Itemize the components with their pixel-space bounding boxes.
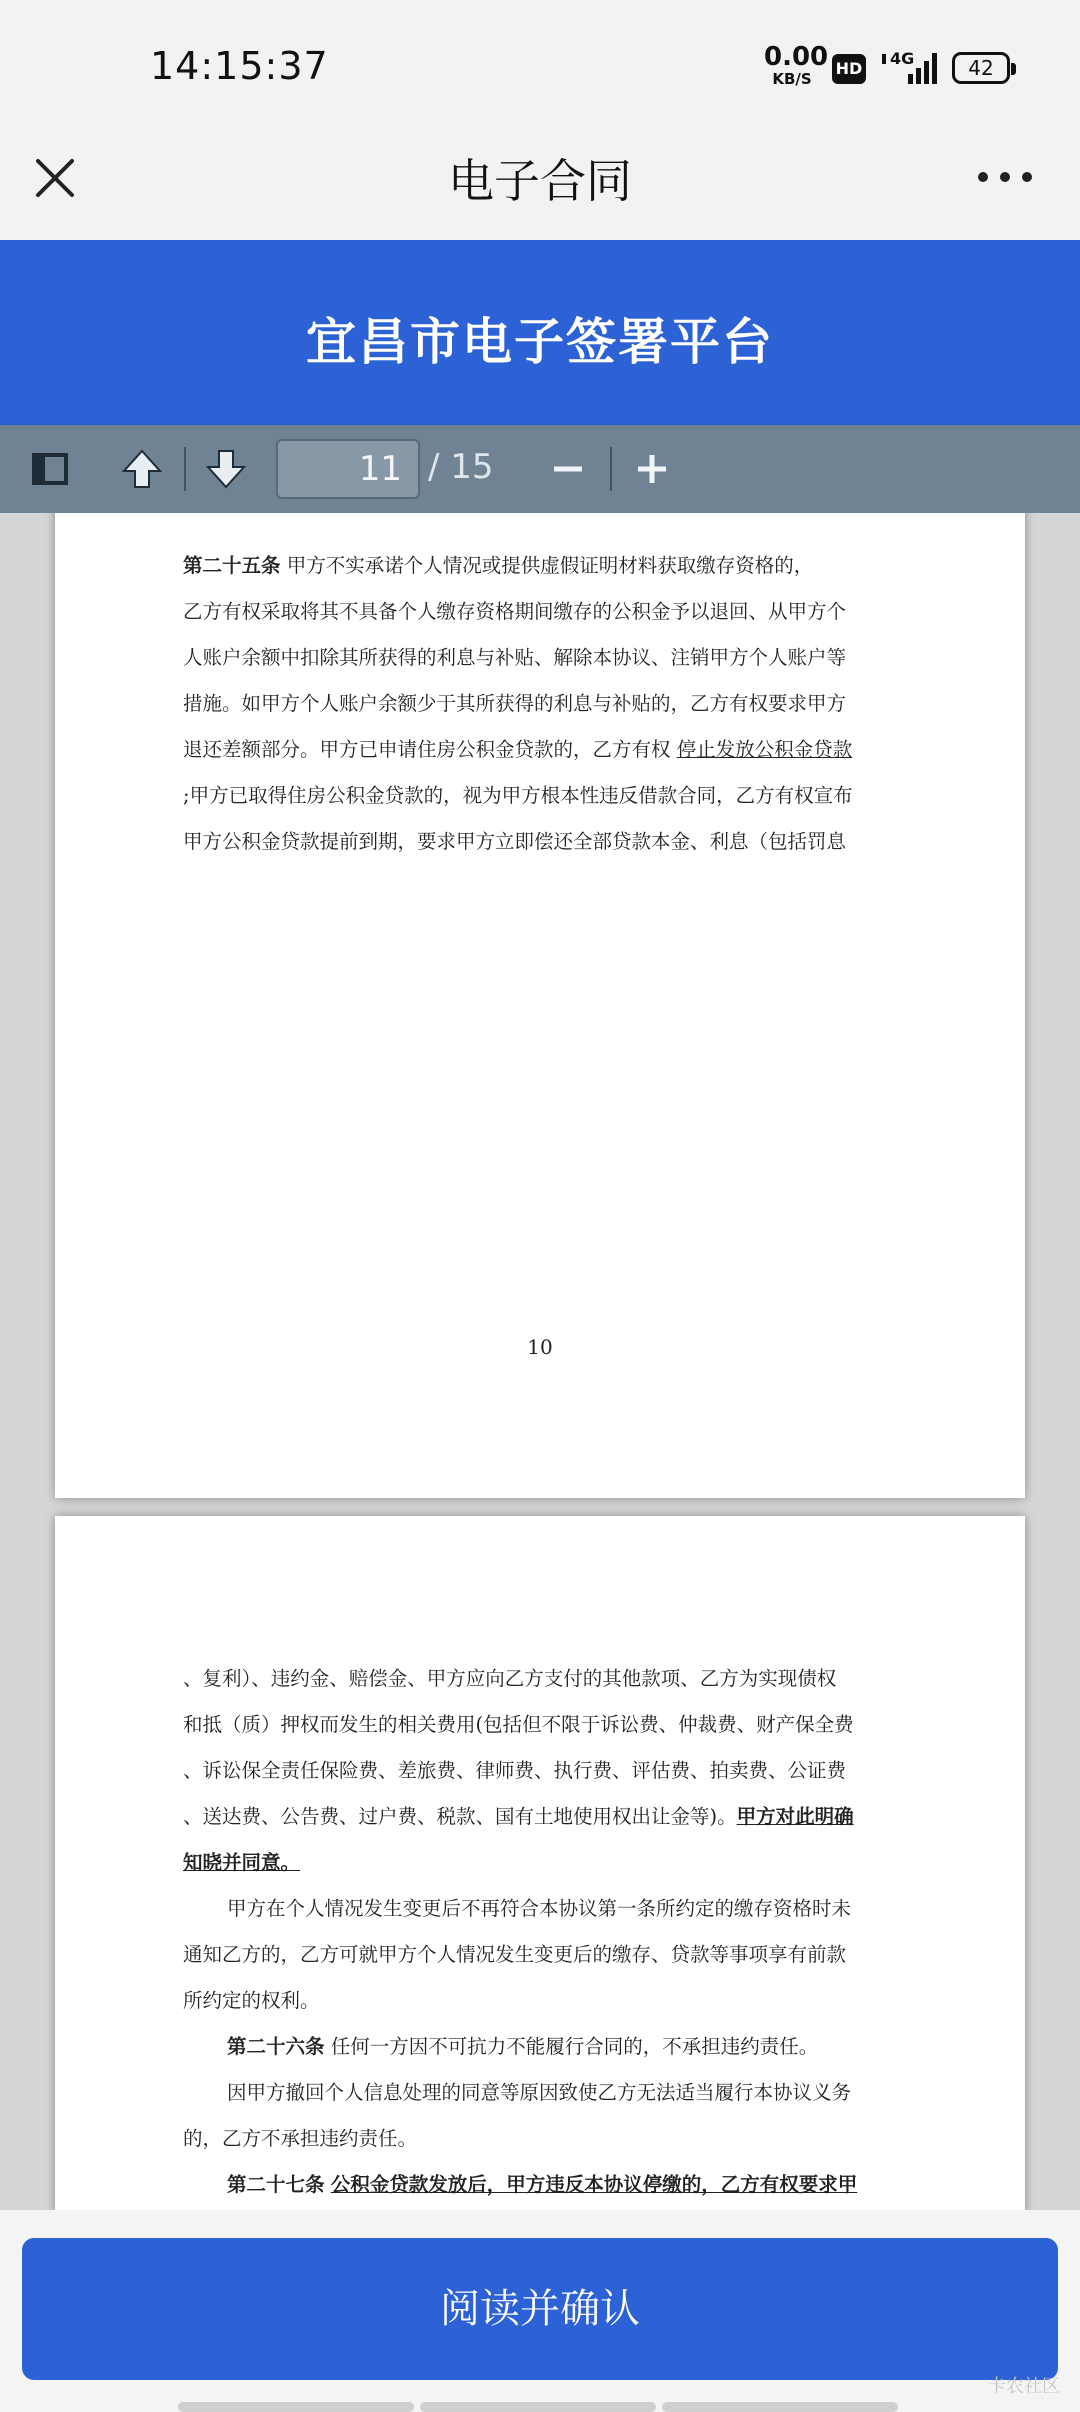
text-run: 、送达费、公告费、过户费、税款、国有土地使用权出让金等)。 [183, 1805, 737, 1828]
text-line [183, 1656, 895, 1702]
status-time: 14:15:37 [150, 44, 329, 88]
text-line [183, 773, 895, 819]
text-run: 任何一方因不可抗力不能履行合同的，不承担违约责任。 [324, 2035, 819, 2058]
network-speed-value: 0.00 [764, 42, 829, 72]
text-run: 、复利）、违约金、赔偿金、甲方应向乙方支付的其他款项、乙方为实现债权 [183, 1667, 837, 1690]
previous-page-icon[interactable] [114, 441, 170, 497]
text-line [183, 1886, 895, 1932]
text-run: 的，乙方不承担违约责任。 [183, 2127, 418, 2150]
text-line [183, 2116, 895, 2162]
underlined-text: 公积金贷款发放后，甲方违反本协议停缴的，乙方有权要求甲 [330, 2173, 858, 2196]
app-header [0, 135, 1080, 240]
zoom-out-icon[interactable] [540, 441, 596, 497]
text-run: 人账户余额中扣除其所获得的利息与补贴、解除本协议、注销甲方个人账户等 [183, 646, 847, 669]
zoom-in-icon[interactable] [624, 441, 680, 497]
pdf-toolbar [0, 425, 1080, 513]
text-line [183, 1978, 895, 2024]
bottom-bar [0, 2210, 1080, 2412]
text-line [183, 1748, 895, 1794]
sidebar-toggle-icon[interactable] [22, 441, 78, 497]
text-line [183, 2162, 895, 2208]
hd-badge: HD [832, 54, 866, 84]
platform-banner [0, 240, 1080, 425]
text-line [183, 727, 895, 773]
network-type-label: 4G [890, 49, 915, 68]
page-text [183, 543, 895, 865]
underlined-text: 停止发放公积金贷款 [676, 738, 853, 761]
platform-title: 宜昌市电子签署平台 [306, 313, 774, 371]
network-speed-unit: KB/S [772, 70, 812, 88]
text-run: 甲方不实承诺个人情况或提供虚假证明材料获取缴存资格的， [280, 554, 814, 577]
page-text [183, 1656, 895, 2210]
text-line [183, 681, 895, 727]
text-line [183, 2024, 895, 2070]
text-line [183, 1794, 895, 1840]
network-speed [764, 42, 829, 88]
underlined-text: 知晓并同意。 [183, 1851, 301, 1874]
page-number-input[interactable]: 11 [276, 439, 420, 499]
text-run: 乙方有权采取将其不具备个人缴存资格期间缴存的公积金予以退回、从甲方个 [183, 600, 847, 623]
text-run: 所约定的权利。 [183, 1989, 320, 2012]
document-page [55, 513, 1025, 1498]
gesture-bar [178, 2402, 414, 2412]
underlined-text: 甲方对此明确 [736, 1805, 854, 1828]
article-heading: 第二十五条 [183, 554, 281, 577]
text-line [183, 1932, 895, 1978]
text-run: 甲方公积金贷款提前到期，要求甲方立即偿还全部贷款本金、利息（包括罚息 [183, 830, 847, 853]
text-run: 甲方在个人情况发生变更后不再符合本协议第一条所约定的缴存资格时未 [227, 1897, 852, 1920]
watermark-text: 卡农社区 [988, 2376, 1060, 2397]
text-line [183, 543, 895, 589]
document-page [55, 1516, 1025, 2210]
text-line [183, 635, 895, 681]
gesture-bar [662, 2402, 898, 2412]
status-bar [0, 0, 1080, 135]
text-line [183, 1702, 895, 1748]
text-line [183, 2070, 895, 2116]
more-icon[interactable] [970, 157, 1040, 197]
text-line [183, 1840, 895, 1886]
article-heading: 第二十七条 [227, 2173, 325, 2196]
text-run: 、诉讼保全责任保险费、差旅费、律师费、执行费、评估费、拍卖费、公证费 [183, 1759, 847, 1782]
text-run: 措施。如甲方个人账户余额少于其所获得的利息与补贴的，乙方有权要求甲方 [183, 692, 847, 715]
text-run: ;甲方已取得住房公积金贷款的，视为甲方根本性违反借款合同，乙方有权宣布 [183, 784, 853, 807]
document-viewer[interactable] [0, 513, 1080, 2210]
battery-icon: 42 [952, 52, 1010, 84]
next-page-icon[interactable] [198, 441, 254, 497]
page-number-footer: 10 [527, 1335, 553, 1359]
page-title: 电子合同 [448, 154, 632, 208]
toolbar-divider [184, 447, 186, 491]
text-run: 因甲方撤回个人信息处理的同意等原因致使乙方无法适当履行本协议义务 [227, 2081, 852, 2104]
gesture-bar [420, 2402, 656, 2412]
read-and-confirm-button[interactable]: 阅读并确认 [22, 2238, 1058, 2380]
text-line [183, 819, 895, 865]
text-run: 和抵（质）押权而发生的相关费用(包括但不限于诉讼费、仲裁费、财产保全费 [183, 1713, 854, 1736]
text-run: 退还差额部分。甲方已申请住房公积金贷款的，乙方有权 [183, 738, 677, 761]
text-run: 通知乙方的，乙方可就甲方个人情况发生变更后的缴存、贷款等事项享有前款 [183, 1943, 847, 1966]
article-heading: 第二十六条 [227, 2035, 325, 2058]
text-line [183, 589, 895, 635]
toolbar-divider [610, 447, 612, 491]
page-total: / 15 [428, 447, 494, 487]
